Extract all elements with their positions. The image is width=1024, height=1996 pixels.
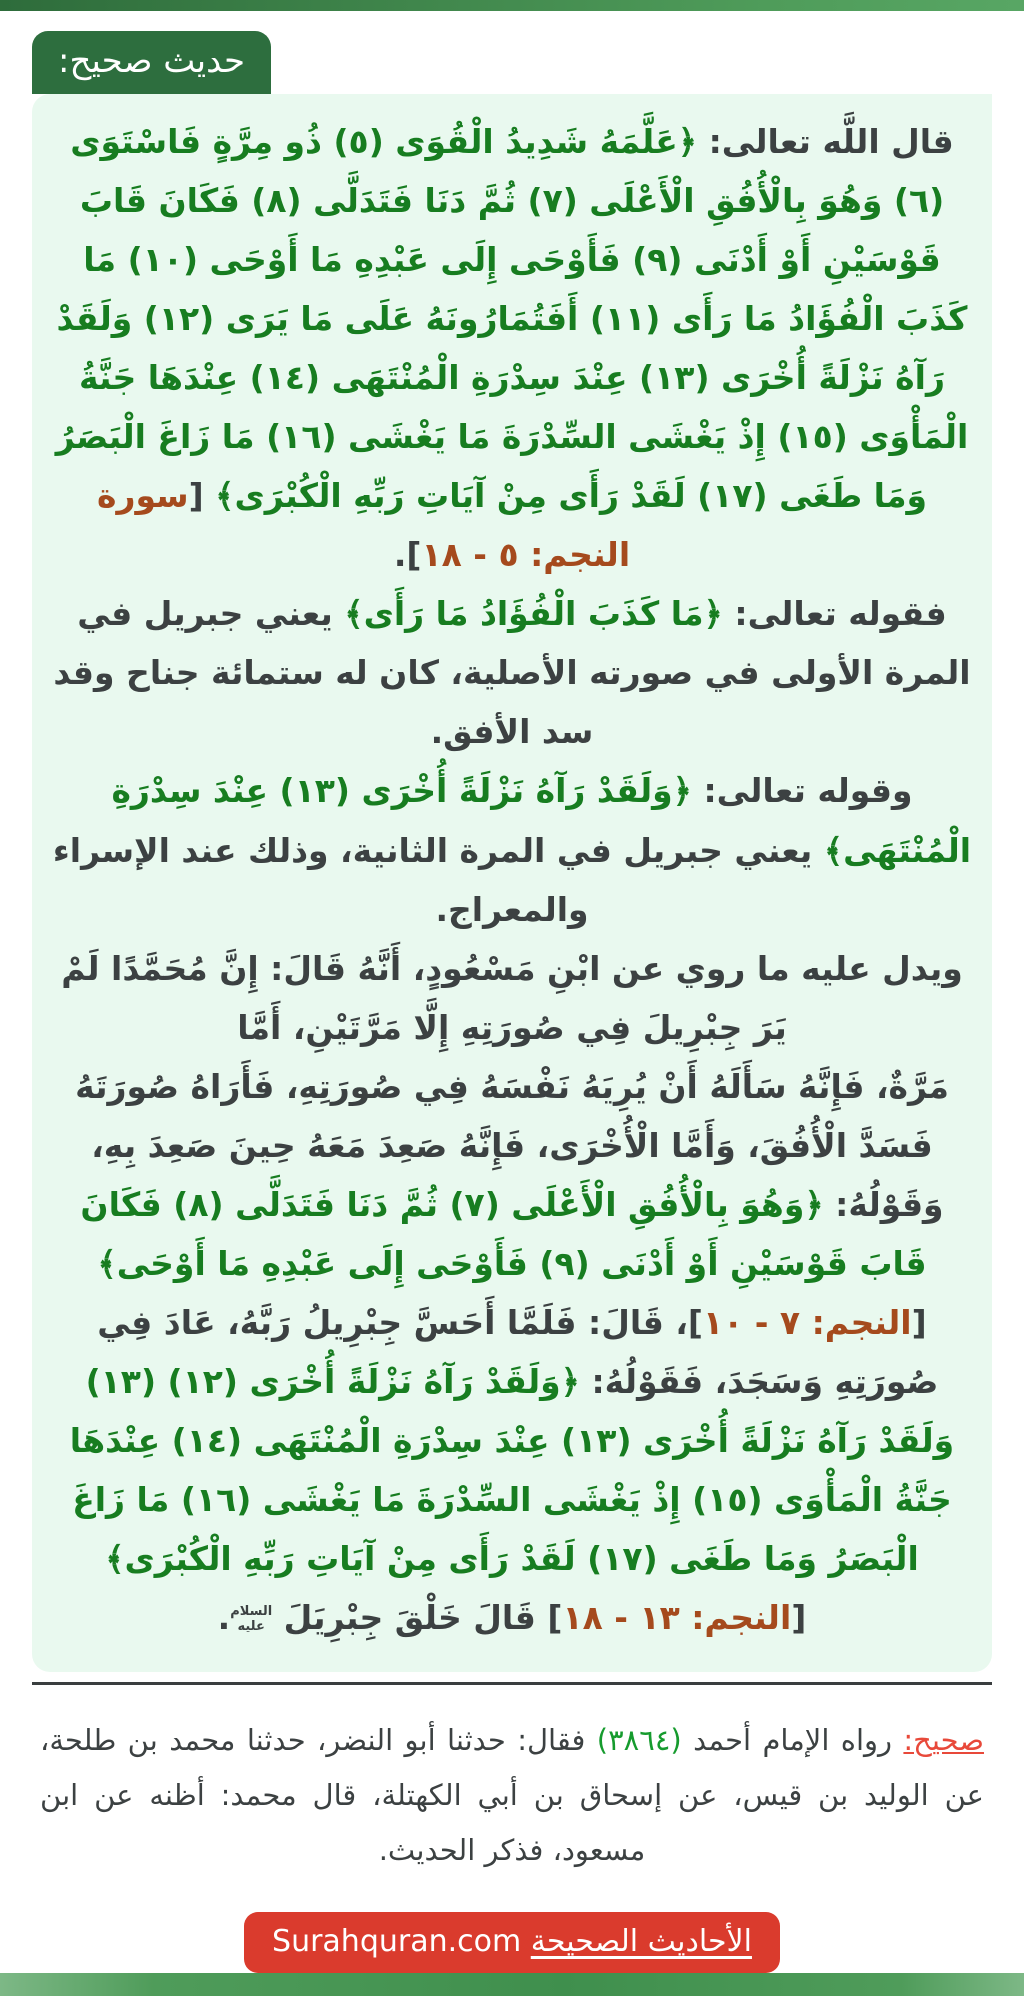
text-segment-grade: صحيح: xyxy=(903,1722,984,1757)
text-segment-ref: النجم: ١٣ - ١٨ xyxy=(562,1598,792,1638)
text-segment-quran: ﴿وَلَقَدْ رَآهُ نَزْلَةً أُخْرَى (١٣) عِنْدَ سِدْرَةِ الْمُنْتَهَى﴾ xyxy=(99,771,972,870)
hadith-grade-badge: حديث صحيح: xyxy=(32,31,271,94)
text-segment-normal: مَرَّةٌ، فَإِنَّهُ سَأَلَهُ أَنْ يُرِيَهُ نَفْسَهُ فِي صُورَتِهِ، فَأَرَاهُ صُورَتَهُ فَسَدَّ الْأُفُقَ، وَأَمَّا الْأُخْرَى، فَإِنَّهُ صَعِدَ مَعَهُ حِينَ صَعِدَ بِهِ، وَقَوْلُهُ: xyxy=(63,1066,949,1224)
text-segment-normal: [ xyxy=(188,476,204,516)
text-segment-quran: ﴿وَهُوَ بِالْأُفُقِ الْأَعْلَى (٧) ثُمَّ دَنَا فَتَدَلَّى (٨) فَكَانَ قَابَ قَوْسَيْنِ أَوْ أَدْنَى (٩) فَأَوْحَى إِلَى عَبْدِهِ مَا أَوْحَى﴾ xyxy=(68,1184,927,1283)
hadith-text-box xyxy=(32,94,992,1672)
text-segment-normal: وقوله تعالى: xyxy=(691,771,913,811)
hadith-paragraph-ibn-masoud-narration xyxy=(46,939,978,1648)
text-segment-normal: ]، قَالَ: فَلَمَّا أَحَسَّ جِبْرِيلُ رَبَّهُ، عَادَ فِي صُورَتِهِ وَسَجَدَ، فَقَوْلُهُ: xyxy=(85,1303,939,1402)
text-segment-normal: فقال: حدثنا أبو النضر، حدثنا محمد بن طلحة، عن الوليد بن قيس، عن إسحاق بن أبي الكهتلة، قال محمد: أظنه عن ابن مسعود، فذكر الحديث. xyxy=(30,1722,984,1868)
footer-badge-wrap xyxy=(32,1912,992,1973)
text-segment-normal: قال اللَّه تعالى: xyxy=(697,121,954,161)
text-segment-quran: ﴿عَلَّمَهُ شَدِيدُ الْقُوَى (٥) ذُو مِرَّةٍ فَاسْتَوَى (٦) وَهُوَ بِالْأُفُقِ الْأَعْلَى (٧) ثُمَّ دَنَا فَتَدَلَّى (٨) فَكَانَ قَابَ قَوْسَيْنِ أَوْ أَدْنَى (٩) فَأَوْحَى إِلَى عَبْدِهِ مَا أَوْحَى (١٠) مَا كَذَبَ الْفُؤَادُ مَا رَأَى (١١) أَفَتُمَارُونَهُ عَلَى مَا يَرَى (١٢) وَلَقَدْ رَآهُ نَزْلَةً أُخْرَى (١٣) عِنْدَ سِدْرَةِ الْمُنْتَهَى (١٤) عِنْدَهَا جَنَّةُ الْمَأْوَى (١٥) إِذْ يَغْشَى السِّدْرَةَ مَا يَغْشَى (١٦) مَا زَاغَ الْبَصَرُ وَمَا طَغَى (١٧) لَقَدْ رَأَى مِنْ آيَاتِ رَبِّهِ الْكُبْرَى﴾ xyxy=(44,121,969,516)
text-segment-honorific: السلام عليه xyxy=(230,1604,273,1634)
footer-badge-domain: Surahquran.com xyxy=(272,1924,522,1960)
text-segment-num: (٣٨٦٤) xyxy=(596,1722,682,1757)
takhrij-paragraph xyxy=(30,1713,984,1878)
text-segment-normal: ] قَالَ خَلْقَ جِبْرِيَلَ xyxy=(272,1598,563,1638)
badge-row xyxy=(32,11,992,94)
text-segment-normal: ويدل عليه ما روي عن ابْنِ مَسْعُودٍ، أَنَّهُ قَالَ: إِنَّ مُحَمَّدًا لَمْ يَرَ جِبْرِيلَ فِي صُورَتِهِ إِلَّا مَرَّتَيْنِ، أَمَّا xyxy=(49,948,963,1047)
text-segment-quran: ﴿وَلَقَدْ رَآهُ نَزْلَةً أُخْرَى (١٢) (١٣) وَلَقَدْ رَآهُ نَزْلَةً أُخْرَى (١٣) عِنْدَ سِدْرَةِ الْمُنْتَهَى (١٤) عِنْدَهَا جَنَّةُ الْمَأْوَى (١٥) إِذْ يَغْشَى السِّدْرَةَ مَا يَغْشَى (١٦) مَا زَاغَ الْبَصَرُ وَمَا طَغَى (١٧) لَقَدْ رَأَى مِنْ آيَاتِ رَبِّهِ الْكُبْرَى﴾ xyxy=(58,1362,955,1579)
text-segment-quran: ﴿مَا كَذَبَ الْفُؤَادُ مَا رَأَى﴾ xyxy=(344,594,723,634)
hadith-paragraph-quran-quote xyxy=(46,112,978,585)
text-segment-normal: رواه الإمام أحمد xyxy=(681,1722,904,1757)
section-divider xyxy=(32,1682,992,1685)
text-segment-normal: [ xyxy=(911,1303,927,1343)
site-link-badge[interactable] xyxy=(244,1912,780,1973)
text-segment-normal: يعني جبريل في المرة الثانية، وذلك عند الإسراء والمعراج. xyxy=(41,830,824,929)
badge-row-inner xyxy=(32,11,992,94)
hadith-paragraph-first-explanation xyxy=(41,584,978,761)
top-border-bar xyxy=(0,0,1024,11)
text-segment-normal: . xyxy=(217,1598,231,1638)
text-segment-normal: [ xyxy=(791,1598,807,1638)
footer-badge-arabic-label: الأحاديث الصحيحة xyxy=(530,1924,752,1960)
text-segment-normal: فقوله تعالى: xyxy=(722,594,947,634)
text-segment-ref: النجم: ٧ - ١٠ xyxy=(702,1303,912,1343)
text-segment-normal: ]. xyxy=(393,535,422,575)
text-segment-ref: سورة النجم: ٥ - ١٨ xyxy=(85,476,631,575)
text-segment-normal: يعني جبريل في المرة الأولى في صورته الأصلية، كان له ستمائة جناح وقد سد الأفق. xyxy=(41,594,971,752)
main-content xyxy=(0,11,1024,1973)
hadith-paragraph-second-explanation xyxy=(41,761,978,938)
bottom-border-bar xyxy=(0,1973,1024,1996)
